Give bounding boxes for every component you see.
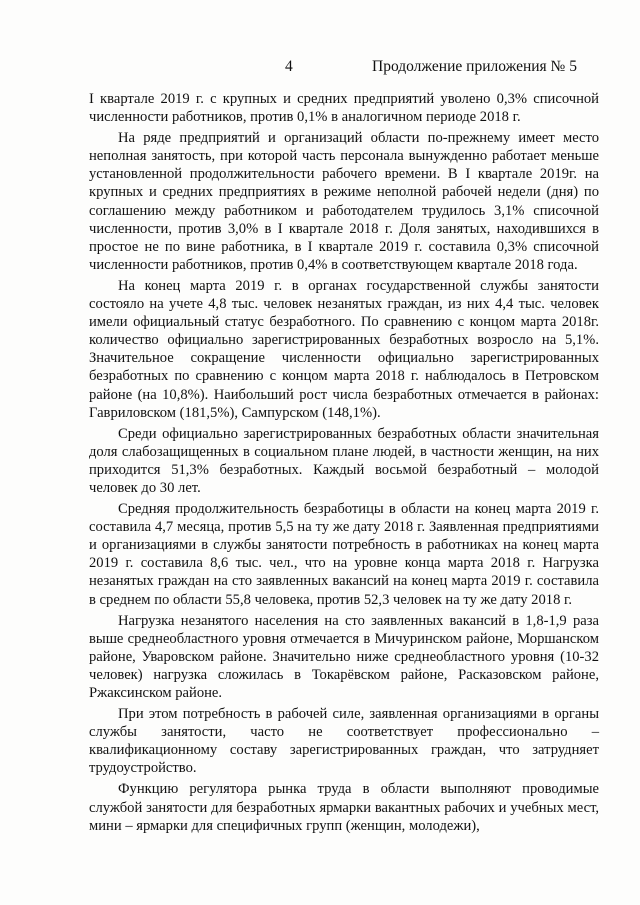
paragraph-unemployment-duration: Средняя продолжительность безработицы в области на конец марта 2019 г. составила 4,7 месяца, против 5,5 на ту же дату 2018 г. Заявленная предприятиями и организациями в службы занятости потребность в работниках на конец марта 2019 г. составила 8,6 тыс. чел., что на уровне конца марта 2018 г. Нагрузка незанятых граждан на сто заявленных вакансий на конец марта 2019 г. составила в среднем по области 55,8 человека, против 52,3 человек на ту же дату 2018 г. — [89, 501, 599, 608]
paragraph-job-fairs: Функцию регулятора рынка труда в области выполняют проводимые службой занятости для безработных ярмарки вакантных рабочих и учебных мест, мини – ярмарки для специфичных групп (женщин, молодежи), — [89, 781, 599, 834]
appendix-continuation-label: Продолжение приложения № 5 — [372, 58, 577, 75]
paragraph-vacancy-load: Нагрузка незанятого населения на сто заявленных вакансий в 1,8-1,9 раза выше среднеобластного уровня отмечается в Мичуринском районе, Моршанском районе, Уваровском районе. Значительно ниже среднеобластного уровня (10-32 человек) нагрузка сложилась в Токарёвском районе, Расказовском районе, Ржаксинском районе. — [89, 612, 599, 701]
paragraph-vulnerable-groups: Среди официально зарегистрированных безработных области значительная доля слабозащищенных в социальном плане людей, в частности женщин, на них приходится 51,3% безработных. Каждый восьмой безработный – молодой человек до 30 лет. — [89, 425, 599, 496]
page-number: 4 — [285, 58, 293, 75]
document-body — [89, 90, 599, 835]
paragraph-part-time-employment: На ряде предприятий и организаций области по-прежнему имеет место неполная занятость, при которой часть персонала вынужденно работает меньше установленной продолжительности рабочего времени. В I квартале 2019г. на крупных и средних предприятиях в режиме неполной рабочей недели (дня) по соглашению между работником и работодателем трудилось 3,1% списочной численности, против 3,0% в I квартале 2018 г. Доля занятых, находившихся в простое не по вине работника, в I квартале 2019 г. составила 0,3% списочной численности работников, против 0,4% в соответствующем квартале 2018 года. — [89, 130, 599, 273]
paragraph-qualification-mismatch: При этом потребность в рабочей силе, заявленная организациями в органы службы занятости, часто не соответствует профессионально – квалификационному составу зарегистрированных граждан, что затрудняет трудоустройство. — [89, 706, 599, 777]
page-header — [0, 58, 640, 82]
paragraph-dismissals: I квартале 2019 г. с крупных и средних предприятий уволено 0,3% списочной численности работников, против 0,1% в аналогичном периоде 2018 г. — [89, 91, 599, 126]
paragraph-unemployment-registry: На конец марта 2019 г. в органах государственной службы занятости состояло на учете 4,8 тыс. человек незанятых граждан, из них 4,4 тыс. человек имели официальный статус безработного. По сравнению с концом марта 2018г. количество официально зарегистрированных безработных возросло на 5,1%. Значительное сокращение численности официально зарегистрированных безработных по сравнению с концом марта 2018 г. наблюдалось в Петровском районе (на 10,8%). Наибольший рост числа безработных отмечается в районах: Гавриловском (181,5%), Сампурском (148,1%). — [89, 277, 599, 421]
